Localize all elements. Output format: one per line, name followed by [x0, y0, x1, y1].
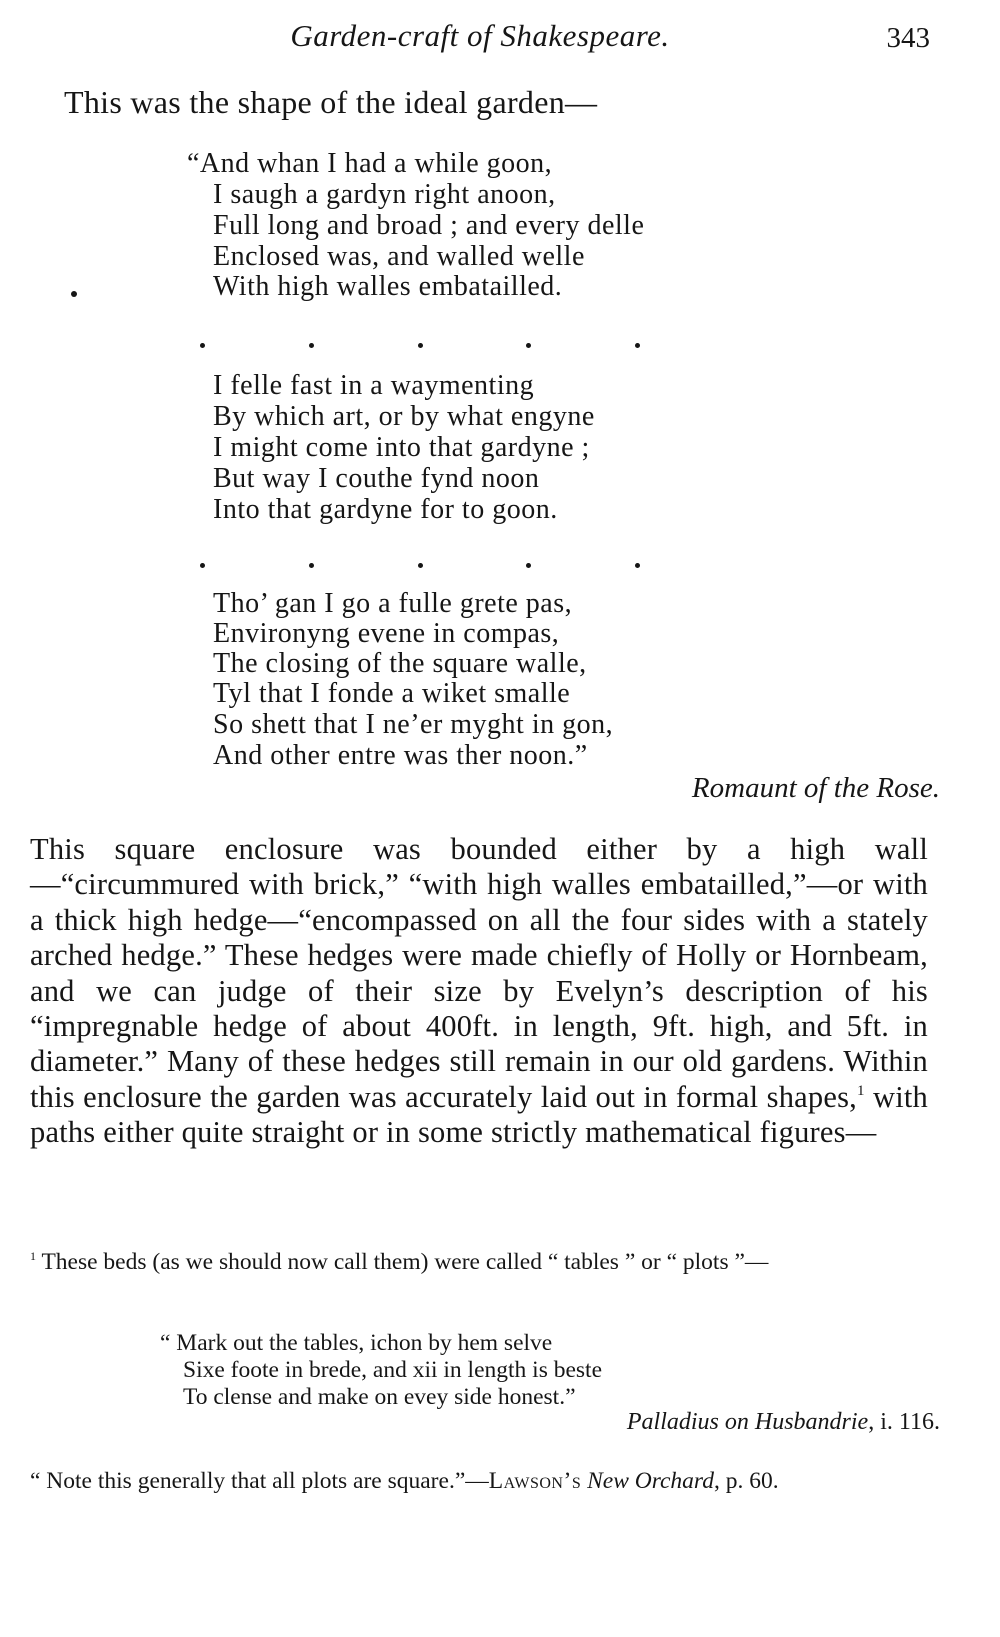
- footnote-marker: 1: [30, 1249, 36, 1263]
- footnote-reference: 1: [856, 1082, 865, 1099]
- verse-line: And other entre was ther noon.”: [213, 740, 588, 771]
- footnote-attribution: [627, 1409, 940, 1436]
- ellipsis-row: [200, 563, 640, 568]
- margin-speck: [71, 291, 77, 297]
- verse-line: I might come into that gardyne ;: [213, 432, 590, 463]
- poem-attribution: Romaunt of the Rose.: [691, 772, 940, 804]
- body-text-continued: with paths either quite straight or in some strictly mathematical figures—: [30, 1079, 928, 1150]
- footnote-quote-author: Lawson’s: [488, 1468, 582, 1494]
- footnote-verse-line: Sixe foote in brede, and xii in length is beste: [183, 1357, 602, 1383]
- verse-line: So shett that I ne’er myght in gon,: [213, 709, 614, 740]
- footnote-intro: [30, 1247, 910, 1278]
- ellipsis-dot: [418, 563, 423, 568]
- ellipsis-dot: [309, 563, 314, 568]
- verse-line: “And whan I had a while goon,: [187, 148, 553, 179]
- intro-line: This was the shape of the ideal garden—: [64, 84, 598, 120]
- ellipsis-dot: [200, 563, 205, 568]
- footnote-quote-title: New Orchard: [587, 1468, 714, 1494]
- ellipsis-dot: [635, 563, 640, 568]
- body-text: This square enclosure was bounded either by a high wall —“circummured with brick,” “with high walles embatailled,”—or with a thick high hedge—“encompassed on all the four sides with a stately arched hedge.” These hedges were made chiefly of Holly or Hornbeam, and we can judge of their size by Evelyn’s description of his “impregnable hedge of about 400ft. in length, 9ft. high, and 5ft. in diameter.” Many of these hedges still remain in our old gardens. Within this enclosure the garden was accurately laid out in formal shapes,: [30, 832, 928, 1114]
- verse-line: Environyng evene in compas,: [213, 618, 560, 649]
- ellipsis-dot: [635, 343, 640, 348]
- body-paragraph: [30, 832, 928, 1151]
- verse-line: Enclosed was, and walled welle: [213, 241, 585, 272]
- verse-line: Into that gardyne for to goon.: [213, 494, 558, 525]
- ellipsis-dot: [526, 343, 531, 348]
- verse-line: But way I couthe fynd noon: [213, 463, 540, 494]
- footnote-source-ref: , i. 116.: [868, 1409, 940, 1435]
- ellipsis-dot: [200, 343, 205, 348]
- footnote-verse-line: To clense and make on evey side honest.”: [183, 1384, 576, 1410]
- footnote-quote-ref: , p. 60.: [713, 1468, 779, 1494]
- ellipsis-dot: [418, 343, 423, 348]
- verse-line: I saugh a gardyn right anoon,: [213, 179, 556, 210]
- verse-line: Tho’ gan I go a fulle grete pas,: [213, 588, 573, 619]
- verse-line: By which art, or by what engyne: [213, 401, 595, 432]
- ellipsis-dot: [309, 343, 314, 348]
- verse-line: I felle fast in a waymenting: [213, 370, 535, 401]
- footnote-intro-text: These beds (as we should now call them) were called “ tables ” or “ plots ”—: [36, 1249, 769, 1275]
- verse-line: Tyl that I fonde a wiket smalle: [213, 678, 571, 709]
- page-header: [30, 18, 930, 62]
- footnote-quote-text: “ Note this generally that all plots are square.”—: [30, 1468, 489, 1494]
- ellipsis-dot: [526, 563, 531, 568]
- footnote-closing-quote: [30, 1466, 910, 1497]
- footnote-verse-line: “ Mark out the tables, ichon by hem selve: [160, 1330, 553, 1356]
- verse-line: With high walles embatailled.: [213, 271, 563, 302]
- footnote-source-title: Palladius on Husbandrie: [626, 1409, 869, 1435]
- verse-line: The closing of the square walle,: [213, 648, 587, 679]
- running-title: Garden-craft of Shakespeare.: [290, 18, 670, 53]
- verse-line: Full long and broad ; and every delle: [213, 210, 645, 241]
- page-number: 343: [886, 22, 930, 54]
- ellipsis-row: [200, 343, 640, 348]
